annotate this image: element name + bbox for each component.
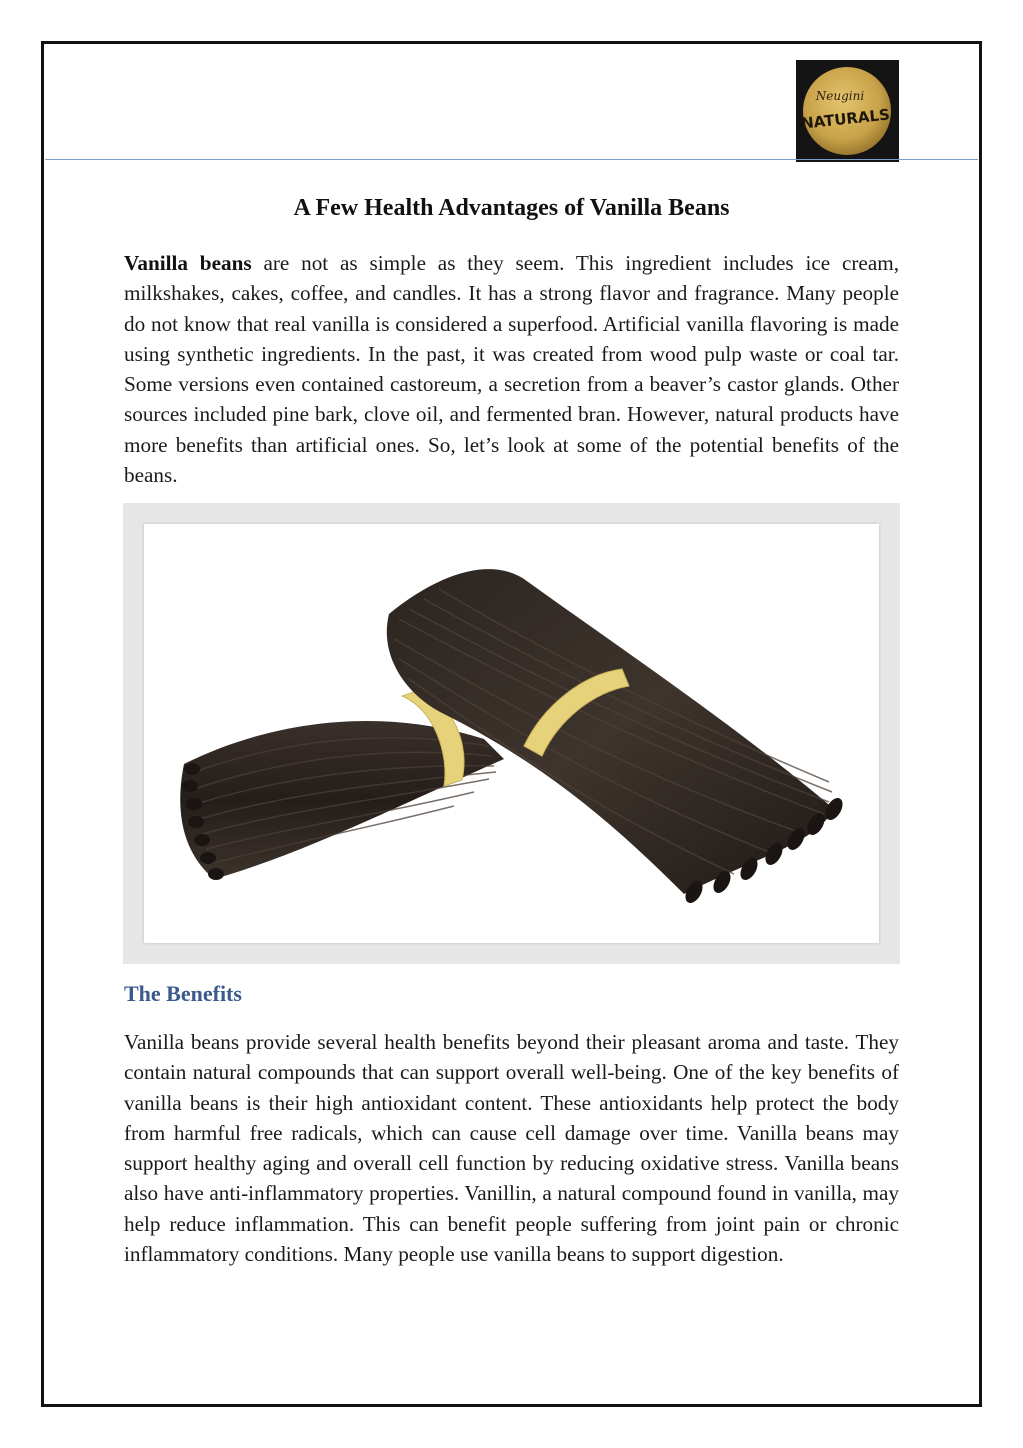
brand-logo bbox=[796, 60, 899, 162]
logo-line1: Neugini bbox=[815, 89, 865, 103]
article-photo bbox=[123, 503, 900, 964]
logo-line2: NATURALS bbox=[800, 105, 891, 133]
section-heading-benefits: The Benefits bbox=[124, 981, 242, 1006]
benefits-paragraph: Vanilla beans provide several health benefits beyond their pleasant aroma and taste. They contain natural compounds that can support overall well-being. One of the key benefits of vanilla beans is their high antioxidant content. These antioxidants help protect the body from harmful free radicals, which can cause cell damage over time. Vanilla beans may support healthy aging and overall cell function by reducing oxidative stress. Vanilla beans also have anti-inflammatory properties. Vanillin, a natural compound found in vanilla, may help reduce inflammation. This can benefit people suffering from joint pain or chronic inflammatory conditions. Many people use vanilla beans to support digestion. bbox=[124, 1030, 899, 1267]
intro-paragraph bbox=[124, 248, 899, 490]
photo-canvas bbox=[144, 524, 879, 943]
article-title: A Few Health Advantages of Vanilla Beans bbox=[293, 195, 730, 221]
vanilla-beans-illustration bbox=[144, 524, 879, 943]
logo-emblem bbox=[796, 60, 899, 162]
intro-bold-term: Vanilla beans bbox=[124, 251, 252, 275]
intro-text: are not as simple as they seem. This ingredient includes ice cream, milkshakes, cakes, coffee, and candles. It has a strong flavor and fragrance. Many people do not know that real vanilla is considered a superfood. Artificial vanilla flavoring is made using synthetic ingredients. In the past, it was created from wood pulp waste or coal tar. Some versions even contained castoreum, a secretion from a beaver’s castor glands. Other sources included pine bark, clove oil, and fermented bran. However, natural products have more benefits than artificial ones. So, let’s look at some of the potential benefits of the beans. bbox=[124, 251, 900, 488]
header-divider bbox=[45, 159, 978, 160]
